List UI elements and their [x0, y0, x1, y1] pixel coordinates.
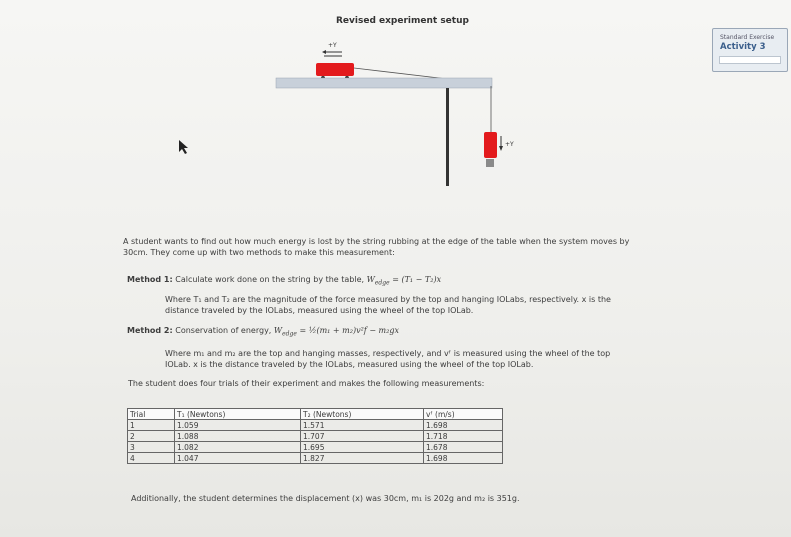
header-t1: T₁ (Newtons) [175, 409, 301, 420]
cell-t2: 1.695 [301, 442, 424, 453]
method1-formula-sub: edge [374, 279, 390, 287]
cell-trial: 3 [128, 442, 175, 453]
method1 [127, 274, 687, 289]
method1-desc-1: Where T₁ and T₂ are the magnitude of the force measured by the top and hanging IOLabs, respectively. x is the [165, 295, 611, 304]
cell-t2: 1.827 [301, 453, 424, 464]
table-row [128, 431, 503, 442]
header-vf: vᶠ (m/s) [424, 409, 503, 420]
method1-formula: W [366, 275, 375, 284]
measurements-table [127, 408, 503, 464]
method2-label: Method 2: [127, 326, 173, 335]
method2-desc-2: IOLab. x is the distance traveled by the IOLabs, measured using the wheel of the top IOLab. [165, 360, 534, 369]
table-leg [446, 88, 449, 186]
page-title: Revised experiment setup [336, 16, 469, 26]
method2-formula: W [273, 326, 283, 335]
table-row [128, 442, 503, 453]
table-row [128, 420, 503, 431]
method2 [127, 325, 687, 340]
cell-t2: 1.707 [301, 431, 424, 442]
cell-trial: 2 [128, 431, 175, 442]
method2-formula-sub: edge [282, 330, 297, 338]
top-y-label: +Y [328, 42, 337, 49]
experiment-diagram [260, 36, 520, 186]
activity-title: Activity 3 [720, 42, 766, 52]
table-row [128, 453, 503, 464]
method2-formula-rest: = ½(m₁ + m₂)v²f − m₂gx [296, 326, 399, 335]
cell-vf: 1.678 [424, 442, 503, 453]
cell-t1: 1.082 [175, 442, 301, 453]
hanging-weight [486, 159, 494, 167]
cell-t2: 1.571 [301, 420, 424, 431]
cell-trial: 1 [128, 420, 175, 431]
cell-t1: 1.047 [175, 453, 301, 464]
cell-vf: 1.698 [424, 453, 503, 464]
activity-subtitle: Standard Exercise [720, 34, 775, 41]
cell-t1: 1.059 [175, 420, 301, 431]
table-top [276, 78, 492, 88]
cell-trial: 4 [128, 453, 175, 464]
mouse-cursor-icon [179, 140, 191, 154]
method1-formula-rest: = (T₁ − T₂)x [389, 275, 442, 284]
trials-intro: The student does four trials of their experiment and makes the following measurements: [128, 379, 485, 388]
cell-vf: 1.718 [424, 431, 503, 442]
cell-t1: 1.088 [175, 431, 301, 442]
activity-progress [719, 56, 781, 64]
method1-desc-2: distance traveled by the IOLabs, measured using the wheel of the top IOLab. [165, 306, 474, 315]
cell-vf: 1.698 [424, 420, 503, 431]
method1-label: Method 1: [127, 275, 173, 284]
footer-text: Additionally, the student determines the displacement (x) was 30cm, m₁ is 202g and m₂ is 351g. [131, 494, 520, 503]
header-trial: Trial [128, 409, 175, 420]
activity-card[interactable] [712, 28, 788, 72]
table-header-row [128, 409, 503, 420]
intro-text: A student wants to find out how much energy is lost by the string rubbing at the edge of the table when the system moves by 30cm. They come up with two methods to make this measurement: [123, 237, 630, 257]
method2-desc-1: Where m₁ and m₂ are the top and hanging masses, respectively, and vᶠ is measured using the wheel of the top [165, 349, 611, 358]
hanging-mass [484, 132, 497, 158]
header-t2: T₂ (Newtons) [301, 409, 424, 420]
method1-text: Calculate work done on the string by the table, [175, 275, 367, 284]
side-y-label: +Y [505, 141, 514, 148]
method2-text: Conservation of energy, [175, 326, 274, 335]
cart [316, 63, 354, 76]
